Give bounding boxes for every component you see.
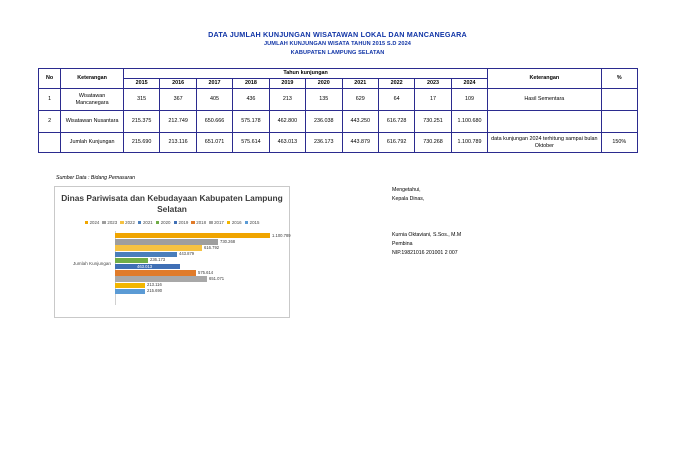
- cell-2019: 213: [269, 89, 305, 111]
- legend-swatch-icon: [209, 221, 213, 225]
- row-persen: [601, 89, 638, 111]
- bar-value-label-2023: 730.268: [220, 238, 236, 244]
- legend-item[interactable]: [191, 220, 206, 225]
- category-axis-label: Jumlah Kunjungan: [72, 261, 111, 266]
- legend-item[interactable]: [102, 220, 117, 225]
- page-subtitle-2: KABUPATEN LAMPUNG SELATAN: [290, 50, 385, 56]
- cell-2015: 315: [123, 89, 159, 111]
- table-row: [39, 89, 638, 111]
- bar-value-label-2018: 575.614: [198, 269, 214, 275]
- cell-2022: 64: [378, 89, 414, 111]
- cell-2021: 629: [342, 89, 378, 111]
- header-year-2018: 2018: [233, 79, 269, 89]
- legend-label: 2021: [142, 220, 153, 225]
- legend-item[interactable]: [209, 220, 224, 225]
- header-year-2015: 2015: [123, 79, 159, 89]
- document-title-block: [0, 30, 675, 58]
- header-tahun-kunjungan: Tahun kunjungan: [123, 69, 487, 79]
- legend-label: 2016: [231, 220, 242, 225]
- table-header-row-1: [39, 69, 638, 79]
- row-label: Wisatawan Mancanegara: [61, 89, 124, 111]
- bar-2018[interactable]: [115, 270, 196, 275]
- bar-value-label-2017: 651.071: [209, 275, 225, 281]
- table-total-row: [39, 133, 638, 153]
- header-keterangan: Keterangan: [61, 69, 124, 89]
- cell-2023: 730.251: [415, 111, 451, 133]
- legend-label: 2018: [196, 220, 207, 225]
- bar-row-2016: [115, 283, 285, 288]
- visitor-data-table-wrapper: [38, 68, 638, 153]
- signature-name: Kurnia Oktaviani, S.Sos., M.M: [392, 232, 462, 238]
- cell-2022: 616.728: [378, 111, 414, 133]
- chart-title: Dinas Pariwisata dan Kebudayaan Kabupaten Lampung Selatan: [61, 193, 283, 214]
- signature-nip: NIP.19821016 201001 2 007: [392, 250, 458, 256]
- row-label: Wisatawan Nusantara: [61, 111, 124, 133]
- visitor-data-table: [38, 68, 638, 153]
- signature-line-1: Mengetahui,: [392, 187, 421, 193]
- bar-2020[interactable]: [115, 258, 148, 263]
- header-year-2021: 2021: [342, 79, 378, 89]
- signature-block: [392, 186, 461, 258]
- bar-value-label-2021: 443.879: [179, 251, 195, 257]
- legend-label: 2019: [178, 220, 189, 225]
- header-year-2022: 2022: [378, 79, 414, 89]
- legend-swatch-icon: [245, 221, 249, 225]
- legend-item[interactable]: [156, 220, 171, 225]
- bar-value-label-2022: 616.792: [204, 244, 220, 250]
- row-no: 1: [39, 89, 61, 111]
- cell-2017: 650.666: [196, 111, 232, 133]
- legend-label: 2015: [249, 220, 260, 225]
- chart-plot-area: [55, 231, 289, 305]
- legend-label: 2017: [214, 220, 224, 225]
- header-no: No: [39, 69, 61, 89]
- total-label: Jumlah Kunjungan: [61, 133, 124, 153]
- cell-2015: 215.375: [123, 111, 159, 133]
- total-2015: 215.690: [123, 133, 159, 153]
- bar-2015[interactable]: [115, 289, 145, 294]
- legend-item[interactable]: [227, 220, 242, 225]
- signature-line-2: Kepala Dinas,: [392, 196, 425, 202]
- bar-value-label-2016: 213.116: [147, 282, 162, 288]
- cell-2020: 236.038: [306, 111, 342, 133]
- bar-row-2020: [115, 258, 285, 263]
- legend-label: 2023: [107, 220, 118, 225]
- legend-item[interactable]: [245, 220, 260, 225]
- legend-swatch-icon: [102, 221, 106, 225]
- cell-2020: 135: [306, 89, 342, 111]
- legend-item[interactable]: [85, 220, 100, 225]
- bar-row-2017: [115, 276, 285, 281]
- cell-2017: 405: [196, 89, 232, 111]
- total-2020: 236.173: [306, 133, 342, 153]
- total-2021: 443.879: [342, 133, 378, 153]
- page-subtitle-1: JUMLAH KUNJUNGAN WISATA TAHUN 2015 S.D 2024: [263, 41, 412, 47]
- bar-2022[interactable]: [115, 245, 202, 250]
- cell-2018: 575.178: [233, 111, 269, 133]
- cell-2023: 17: [415, 89, 451, 111]
- header-year-2020: 2020: [306, 79, 342, 89]
- bar-row-2022: [115, 245, 285, 250]
- cell-2024: 1.100.680: [451, 111, 487, 133]
- row-keterangan: [488, 111, 601, 133]
- header-year-2016: 2016: [160, 79, 196, 89]
- table-row: [39, 111, 638, 133]
- cell-2018: 436: [233, 89, 269, 111]
- cell-2019: 462.800: [269, 111, 305, 133]
- row-keterangan: Hasil Sementara: [488, 89, 601, 111]
- bar-group: [115, 232, 291, 295]
- legend-item[interactable]: [138, 220, 153, 225]
- legend-item[interactable]: [120, 220, 135, 225]
- bar-value-label-2020: 236.173: [150, 257, 166, 263]
- bar-2016[interactable]: [115, 283, 145, 288]
- header-year-2017: 2017: [196, 79, 232, 89]
- header-year-2019: 2019: [269, 79, 305, 89]
- bar-row-2015: [115, 289, 285, 294]
- chart-panel: [54, 186, 290, 318]
- cell-2016: 212.749: [160, 111, 196, 133]
- header-persen: %: [601, 69, 638, 89]
- legend-swatch-icon: [120, 221, 124, 225]
- signature-rank: Pembina: [392, 241, 413, 247]
- bar-value-label-2024: 1.100.789: [272, 232, 291, 238]
- total-no: [39, 133, 61, 153]
- bar-2021[interactable]: [115, 252, 177, 257]
- page-title: DATA JUMLAH KUNJUNGAN WISATAWAN LOKAL DAN MANCANEGARA: [208, 30, 467, 39]
- bar-value-label-2015: 215.690: [147, 288, 163, 294]
- legend-swatch-icon: [138, 221, 142, 225]
- total-persen: 150%: [601, 133, 638, 153]
- total-keterangan: data kunjungan 2024 terhitung sampai bulan Oktober: [488, 133, 601, 153]
- bar-2023[interactable]: [115, 239, 218, 244]
- signature-space: [392, 204, 461, 231]
- header-year-2023: 2023: [415, 79, 451, 89]
- legend-item[interactable]: [174, 220, 189, 225]
- row-persen: [601, 111, 638, 133]
- bar-row-2024: [115, 232, 291, 238]
- chart-legend: [55, 220, 289, 225]
- total-2018: 575.614: [233, 133, 269, 153]
- total-2019: 463.013: [269, 133, 305, 153]
- total-2017: 651.071: [196, 133, 232, 153]
- bar-2024[interactable]: [115, 233, 270, 238]
- bar-row-2018: [115, 270, 285, 275]
- legend-swatch-icon: [174, 221, 178, 225]
- legend-swatch-icon: [156, 221, 160, 225]
- total-2022: 616.792: [378, 133, 414, 153]
- source-note: Sumber Data : Bidang Pemasaran: [56, 175, 136, 181]
- bar-value-label-2019: 463.013: [137, 263, 153, 269]
- cell-2016: 367: [160, 89, 196, 111]
- legend-swatch-icon: [191, 221, 195, 225]
- bar-2017[interactable]: [115, 276, 207, 281]
- bar-row-2023: [115, 239, 285, 244]
- row-no: 2: [39, 111, 61, 133]
- total-2023: 730.268: [415, 133, 451, 153]
- total-2016: 213.116: [160, 133, 196, 153]
- header-keterangan-2: Keterangan: [488, 69, 601, 89]
- header-year-2024: 2024: [451, 79, 487, 89]
- total-2024: 1.100.789: [451, 133, 487, 153]
- legend-label: 2022: [125, 220, 135, 225]
- bar-row-2021: [115, 252, 285, 257]
- legend-swatch-icon: [85, 221, 89, 225]
- legend-swatch-icon: [227, 221, 231, 225]
- legend-label: 2024: [89, 220, 100, 225]
- legend-label: 2020: [160, 220, 171, 225]
- cell-2021: 443.250: [342, 111, 378, 133]
- bar-row-2019: [115, 264, 285, 269]
- cell-2024: 109: [451, 89, 487, 111]
